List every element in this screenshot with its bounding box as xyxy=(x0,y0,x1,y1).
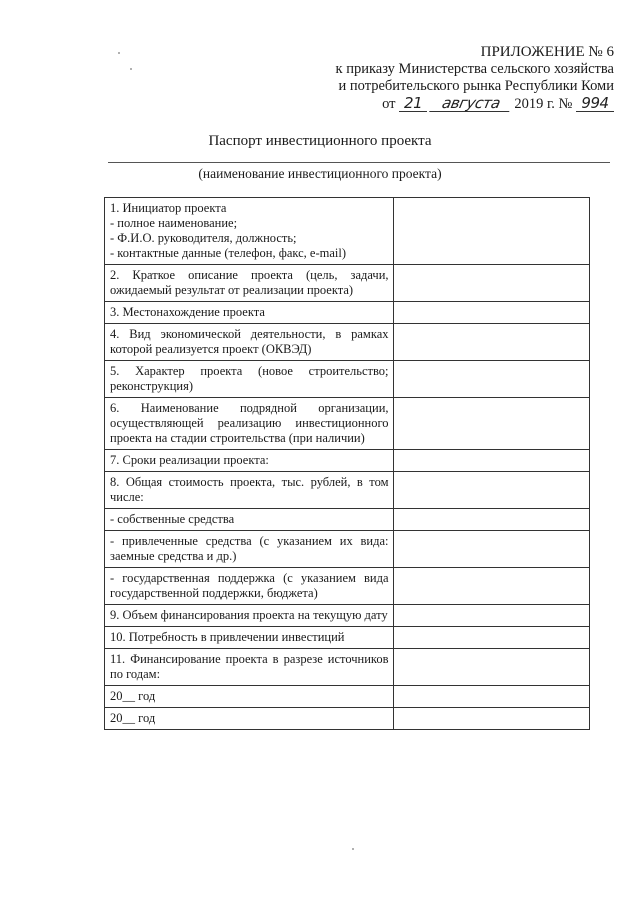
passport-row-label xyxy=(105,531,394,568)
passport-row-label-line: 9. Объем финансирования проекта на текущую дату xyxy=(110,608,388,622)
passport-row-label xyxy=(105,450,394,472)
passport-row xyxy=(105,265,590,302)
passport-row-label xyxy=(105,198,394,265)
passport-row xyxy=(105,531,590,568)
scan-speck xyxy=(130,68,132,70)
passport-row xyxy=(105,627,590,649)
passport-row-label xyxy=(105,398,394,450)
passport-row xyxy=(105,450,590,472)
passport-row xyxy=(105,361,590,398)
passport-row xyxy=(105,605,590,627)
handwritten-month: августа xyxy=(429,95,513,112)
document-title: Паспорт инвестиционного проекта xyxy=(208,133,432,149)
passport-row-label-line: 4. Вид экономической деятельности, в рамках которой реализуется проект (ОКВЭД) xyxy=(110,327,389,356)
passport-row-value-cell[interactable] xyxy=(393,686,589,708)
passport-row xyxy=(105,509,590,531)
passport-row-label-line: - привлеченные средства (с указанием их вида: заемные средства и др.) xyxy=(110,534,389,563)
passport-row xyxy=(105,708,590,730)
passport-row xyxy=(105,686,590,708)
passport-row-label xyxy=(105,627,394,649)
passport-row xyxy=(105,472,590,509)
passport-row-label xyxy=(105,649,394,686)
passport-row xyxy=(105,198,590,265)
passport-row-value-cell[interactable] xyxy=(393,531,589,568)
passport-row-label xyxy=(105,324,394,361)
appendix-header xyxy=(336,44,614,113)
passport-row-label-line: 1. Инициатор проекта xyxy=(110,201,227,215)
passport-row xyxy=(105,568,590,605)
passport-row xyxy=(105,649,590,686)
passport-row-value-cell[interactable] xyxy=(393,361,589,398)
scan-speck xyxy=(352,848,354,850)
passport-row-label-line: 3. Местонахождение проекта xyxy=(110,305,265,319)
passport-row-value-cell[interactable] xyxy=(393,605,589,627)
passport-row-value-cell[interactable] xyxy=(393,568,589,605)
passport-row-label xyxy=(105,605,394,627)
passport-row-label-line: - контактные данные (телефон, факс, e-mail) xyxy=(110,246,347,260)
date-prefix: от xyxy=(382,96,396,112)
passport-row-label xyxy=(105,708,394,730)
handwritten-day: 21 xyxy=(399,95,427,112)
passport-row-label-line: 2. Краткое описание проекта (цель, задачи, ожидаемый результат от реализации проекта) xyxy=(110,268,389,297)
passport-row-label-line: 20__ год xyxy=(110,711,156,725)
passport-row-value-cell[interactable] xyxy=(393,302,589,324)
appendix-order-line-1: к приказу Министерства сельского хозяйства xyxy=(335,61,614,77)
passport-table-body xyxy=(105,198,590,730)
passport-row-value-cell[interactable] xyxy=(393,509,589,531)
passport-row xyxy=(105,324,590,361)
passport-row-value-cell[interactable] xyxy=(393,627,589,649)
passport-row-label-line: 10. Потребность в привлечении инвестиций xyxy=(110,630,345,644)
passport-row-label-line: - государственная поддержка (с указанием вида государственной поддержки, бюджета) xyxy=(110,571,389,600)
passport-row-value-cell[interactable] xyxy=(393,398,589,450)
passport-row-value-cell[interactable] xyxy=(393,472,589,509)
passport-row xyxy=(105,398,590,450)
passport-row-value-cell[interactable] xyxy=(393,708,589,730)
passport-row-label-line: - собственные средства xyxy=(110,512,235,526)
passport-row-label-line: 5. Характер проекта (новое строительство; реконструкция) xyxy=(110,364,389,393)
order-date-line xyxy=(336,95,614,113)
passport-row-label-line: - полное наименование; xyxy=(110,216,238,230)
passport-row-label xyxy=(105,265,394,302)
scan-speck xyxy=(118,52,120,54)
passport-row-label-line: 11. Финансирование проекта в разрезе источников по годам: xyxy=(110,652,389,681)
passport-row xyxy=(105,302,590,324)
appendix-order-line-2: и потребительского рынка Республики Коми xyxy=(338,78,614,94)
date-year-text: 2019 г. № xyxy=(514,96,573,112)
passport-row-label xyxy=(105,509,394,531)
passport-row-label-line: 20__ год xyxy=(110,689,156,703)
passport-row-value-cell[interactable] xyxy=(393,324,589,361)
passport-row-label xyxy=(105,361,394,398)
passport-row-label-line: - Ф.И.О. руководителя, должность; xyxy=(110,231,297,245)
passport-row-label-line: 6. Наименование подрядной организации, осуществляющей реализацию инвестиционного проекта на стадии строительства (при наличии) xyxy=(110,401,389,445)
passport-row-label xyxy=(105,302,394,324)
passport-table xyxy=(104,197,590,730)
passport-row-value-cell[interactable] xyxy=(393,450,589,472)
appendix-number: ПРИЛОЖЕНИЕ № 6 xyxy=(480,44,614,60)
project-name-blank-line xyxy=(108,162,610,163)
passport-row-label xyxy=(105,568,394,605)
passport-row-label xyxy=(105,472,394,509)
passport-row-label xyxy=(105,686,394,708)
passport-row-value-cell[interactable] xyxy=(393,265,589,302)
passport-row-label-line: 7. Сроки реализации проекта: xyxy=(110,453,269,467)
project-name-caption: (наименование инвестиционного проекта) xyxy=(198,166,442,181)
passport-row-label-line: 8. Общая стоимость проекта, тыс. рублей, в том числе: xyxy=(110,475,389,504)
passport-row-value-cell[interactable] xyxy=(393,198,589,265)
handwritten-order-number: 994 xyxy=(576,95,614,112)
passport-row-value-cell[interactable] xyxy=(393,649,589,686)
